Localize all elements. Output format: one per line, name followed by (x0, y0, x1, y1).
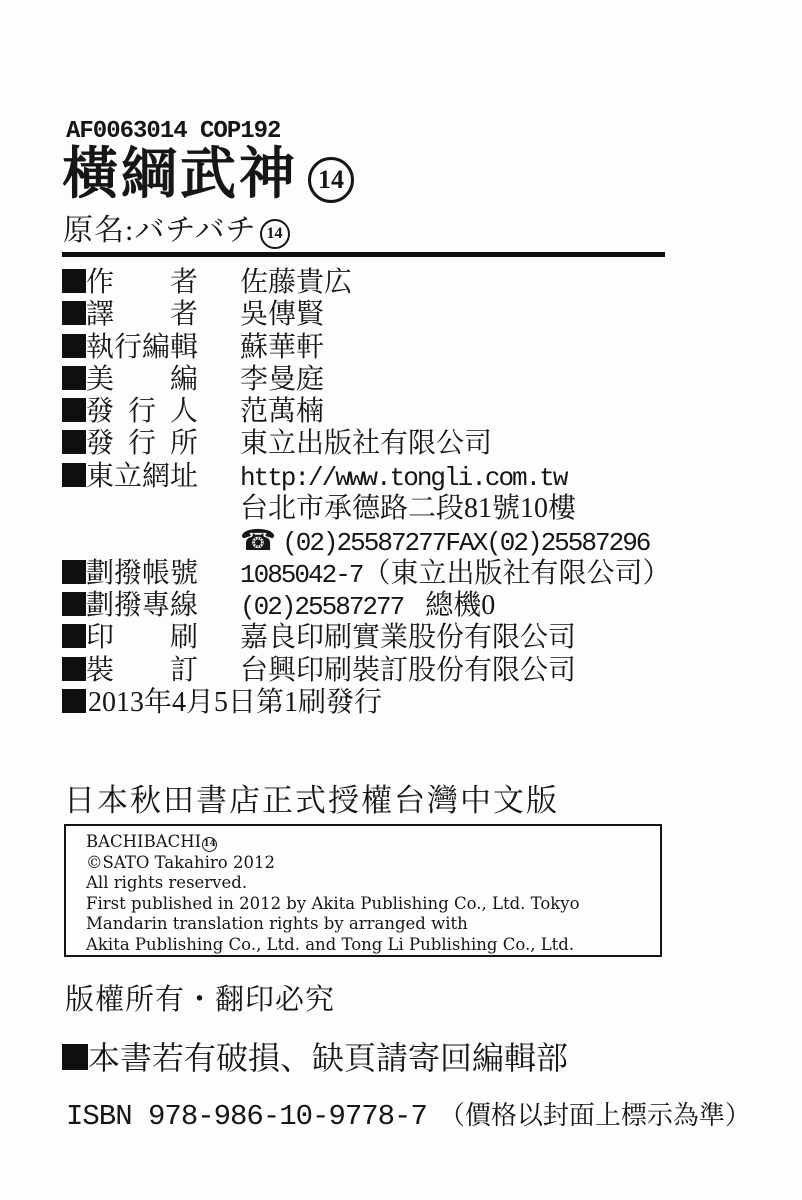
credit-row-author (62, 267, 670, 299)
credit-label: 譯者 (86, 299, 198, 331)
credit-row-printer (62, 622, 670, 654)
credit-value: 佐藤貴広 (240, 267, 353, 298)
book-title-text: 橫綱武神 (62, 144, 298, 206)
credit-value: 范萬楠 (240, 396, 325, 428)
isbn-line (66, 1097, 751, 1135)
credit-label: 裝訂 (86, 654, 198, 686)
credit-row-art-editor (62, 364, 670, 396)
credit-value: 東立出版社有限公司 (240, 428, 493, 460)
volume-number: 14 (203, 839, 216, 849)
postal-account-number: 1085042-7 (240, 559, 363, 590)
square-bullet-icon (62, 560, 86, 584)
square-bullet-icon (62, 334, 86, 358)
credit-label: 東立網址 (86, 460, 199, 492)
copyright-notice: 版權所有・翻印必究 (65, 984, 336, 1016)
rights-reserved-line: All rights reserved. (86, 873, 248, 892)
volume-badge (308, 157, 354, 203)
rights-publishers-line: Akita Publishing Co., Ltd. and Tong Li Publishing Co., Ltd. (86, 934, 575, 954)
license-statement: 日本秋田書店正式授權台灣中文版 (64, 783, 559, 818)
credit-row-website (62, 461, 670, 493)
product-code: AF0063014 COP192 (66, 118, 281, 145)
rights-mandarin-line: Mandarin translation rights by arranged with (86, 914, 468, 933)
edition-date: 2013年4月5日第1刷發行 (88, 686, 383, 718)
credit-label: 美編 (86, 363, 198, 395)
price-note: （價格以封面上標示為準） (438, 1101, 751, 1130)
postal-line-note: 總機0 (425, 589, 496, 621)
credit-row-publisher-person (62, 396, 670, 428)
square-bullet-icon (62, 301, 86, 325)
divider-rule (62, 252, 665, 257)
website-url: http://www.tongli.com.tw (240, 462, 567, 493)
volume-number: 14 (266, 225, 283, 242)
credit-row-postal-account (62, 558, 670, 590)
credits-list (62, 267, 670, 719)
square-bullet-icon (62, 1044, 88, 1070)
rights-series-line (86, 832, 650, 853)
credit-label: 印刷 (86, 622, 198, 654)
credit-label: 劃撥專線 (86, 589, 199, 621)
credit-row-binder (62, 655, 670, 687)
publisher-address: 台北市承德路二段81號10樓 (240, 493, 577, 525)
square-bullet-icon (62, 430, 86, 454)
credit-row-edition (62, 687, 670, 719)
return-notice (62, 1039, 568, 1077)
square-bullet-icon (62, 689, 86, 713)
rights-copyright-line: ©SATO Takahiro 2012 (86, 852, 275, 872)
credit-label: 執行編輯 (86, 331, 199, 363)
credit-label: 發行人 (86, 396, 198, 428)
volume-badge-tiny (202, 837, 217, 852)
credit-row-address (62, 493, 670, 525)
original-title-text: 原名:バチバチ (63, 214, 257, 247)
credit-label: 作者 (86, 267, 198, 298)
postal-line-number: (02)25587277 (240, 591, 404, 622)
credit-row-translator (62, 299, 670, 331)
credit-row-publisher-company (62, 428, 670, 460)
original-title (63, 213, 290, 249)
return-notice-text: 本書若有破損、缺頁請寄回編輯部 (88, 1040, 569, 1076)
square-bullet-icon (62, 463, 86, 487)
rights-first-published-line: First published in 2012 by Akita Publishing Co., Ltd. Tokyo (86, 893, 580, 913)
credit-value: 台興印刷裝訂股份有限公司 (240, 654, 577, 686)
credit-value: 李曼庭 (240, 363, 325, 395)
square-bullet-icon (62, 269, 86, 293)
isbn-number: ISBN 978-986-10-9778-7 (66, 1100, 427, 1133)
square-bullet-icon (62, 624, 86, 648)
credit-row-phone (62, 525, 670, 557)
phone-icon: ☎ (240, 525, 277, 558)
credit-value: 吳傳賢 (240, 299, 325, 331)
credit-value: 蘇華軒 (240, 331, 325, 363)
square-bullet-icon (62, 366, 86, 390)
credit-value: 嘉良印刷實業股份有限公司 (240, 622, 577, 654)
volume-number: 14 (318, 165, 344, 194)
credit-row-postal-line (62, 590, 670, 622)
postal-account-holder: （東立出版社有限公司） (362, 557, 671, 589)
credit-label: 發行所 (86, 428, 198, 460)
phone-number: (02)25587277 (282, 528, 446, 559)
credit-label: 劃撥帳號 (86, 557, 199, 589)
square-bullet-icon (62, 592, 86, 616)
volume-badge-small (260, 219, 290, 249)
square-bullet-icon (62, 398, 86, 422)
fax-number: FAX(02)25587296 (445, 528, 650, 559)
square-bullet-icon (62, 657, 86, 681)
rights-box (64, 824, 662, 957)
series-name: BACHIBACHI (86, 832, 202, 851)
book-title (62, 144, 354, 206)
credit-row-executive-editor (62, 332, 670, 364)
